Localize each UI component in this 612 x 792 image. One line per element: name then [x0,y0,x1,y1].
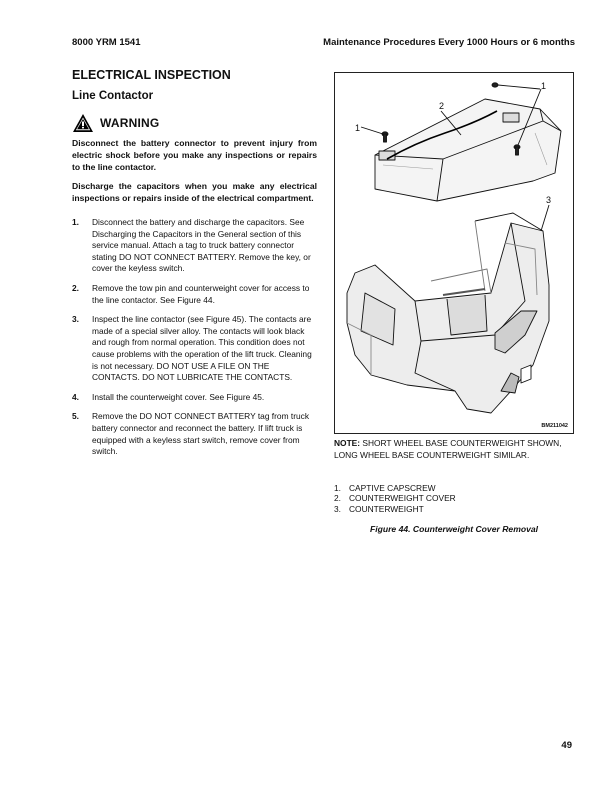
procedure-step [72,217,317,275]
figure-caption: Figure 44. Counterweight Cover Removal [369,524,539,534]
procedure-step [72,283,317,306]
step-text: Install the counterweight cover. See Figure 45. [92,391,265,402]
counterweight-illustration [335,73,573,433]
step-text: Remove the DO NOT CONNECT BATTERY tag from truck battery connector and reconnect the battery. If lift truck is equipped with a keyless start switch, remove cover from switch. [92,411,310,457]
step-text: Inspect the line contactor (see Figure 45). The contacts are made of a special silver alloy. The contacts will look black and rough from normal operation. This condition does not cause problems with the operation of the lift truck. Cleaning is not necessary. DO NOT USE A FILE ON THE CONTACTS. DO NOT LUBRICATE THE CONTACTS. [92,314,312,383]
procedure-step [72,392,317,404]
step-number: 4. [72,391,79,402]
step-number: 5. [72,411,79,422]
step-number: 1. [72,217,79,227]
step-text: Disconnect the battery and discharge the capacitors. See Discharging the Capacitors in the General section of this service manual. Attach a tag to truck battery connector stating DO NOT CONNECT BATTERY. Remove the key, or cover the keyless switch. [92,217,311,274]
warning-label: WARNING [100,116,160,130]
legend-text: COUNTERWEIGHT COVER [349,493,456,504]
step-number: 2. [72,282,79,293]
figure-code: BM211042 [541,423,568,429]
legend-text: CAPTIVE CAPSCREW [349,483,436,493]
legend-number: 2. [334,493,341,504]
callout-1-right: 1 [541,81,547,91]
subsection-title: Line Contactor [72,90,154,102]
figure-legend [334,483,574,514]
procedure-step [72,314,317,384]
header-section-title: Maintenance Procedures Every 1000 Hours or 6 months [323,37,575,48]
warning-paragraph: Discharge the capacitors when you make any electrical inspections or repairs inside of the electrical compartment. [72,181,317,203]
header-doc-id: 8000 YRM 1541 [72,37,141,48]
callout-3: 3 [546,195,552,205]
figure-44 [334,72,574,434]
legend-item [334,483,574,493]
counterweight-body-drawing [347,213,549,413]
left-column [72,68,317,466]
warning-paragraph: Disconnect the battery connector to prevent injury from electric shock before you make any inspections or repairs to the line contactor. [72,138,317,172]
legend-item [334,504,574,514]
legend-number: 3. [334,503,341,514]
legend-item [334,493,574,503]
page-number: 49 [561,740,572,751]
step-number: 3. [72,314,79,325]
callout-1-left: 1 [355,123,361,133]
figure-note [334,437,579,461]
note-label: NOTE: [334,438,361,448]
step-text: Remove the tow pin and counterweight cover for access to the line contactor. See Figure 44. [92,282,310,305]
section-title: ELECTRICAL INSPECTION [72,68,231,82]
callout-2: 2 [439,101,445,111]
legend-number: 1. [334,483,341,493]
note-text: SHORT WHEEL BASE COUNTERWEIGHT SHOWN, LONG WHEEL BASE COUNTERWEIGHT SIMILAR. [334,438,562,460]
warning-heading [72,113,317,133]
procedure-steps [72,217,317,458]
warning-triangle-icon [72,113,94,133]
procedure-step [72,411,317,457]
legend-text: COUNTERWEIGHT [349,503,424,514]
